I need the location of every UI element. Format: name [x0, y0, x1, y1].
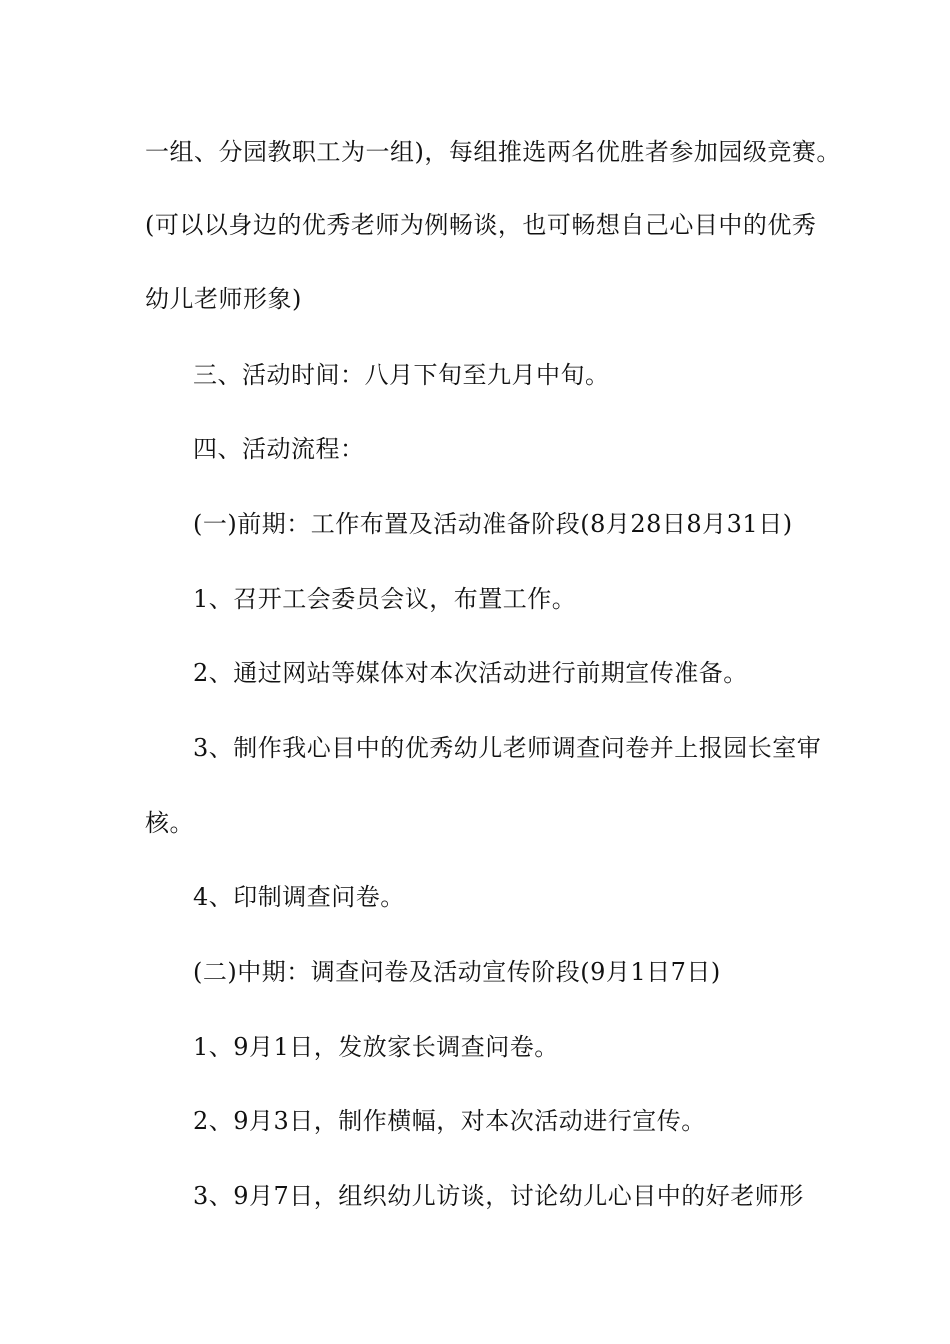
section-heading: 四、活动流程：: [193, 435, 365, 463]
list-item: 2、通过网站等媒体对本次活动进行前期宣传准备。: [193, 659, 748, 687]
list-item: 1、9月1日，发放家长调查问卷。: [193, 1033, 559, 1061]
list-item: 3、9月7日，组织幼儿访谈，讨论幼儿心目中的好老师形: [193, 1182, 804, 1210]
paragraph-line: 幼儿老师形象): [145, 285, 302, 313]
paragraph-line: 核。: [145, 809, 194, 837]
subsection-heading: (二)中期：调查问卷及活动宣传阶段(9月1日7日): [193, 958, 721, 986]
list-item: 1、召开工会委员会议，布置工作。: [193, 585, 577, 613]
list-item: 3、制作我心目中的优秀幼儿老师调查问卷并上报园长室审: [193, 734, 822, 762]
paragraph-line: (可以以身边的优秀老师为例畅谈，也可畅想自己心目中的优秀: [145, 211, 817, 239]
list-item: 4、印制调查问卷。: [193, 883, 405, 911]
list-item: 2、9月3日，制作横幅，对本次活动进行宣传。: [193, 1107, 706, 1135]
paragraph-line: 一组、分园教职工为一组)，每组推选两名优胜者参加园级竞赛。: [145, 138, 841, 166]
subsection-heading: (一)前期：工作布置及活动准备阶段(8月28日8月31日): [193, 510, 793, 538]
section-heading: 三、活动时间：八月下旬至九月中旬。: [193, 361, 610, 389]
